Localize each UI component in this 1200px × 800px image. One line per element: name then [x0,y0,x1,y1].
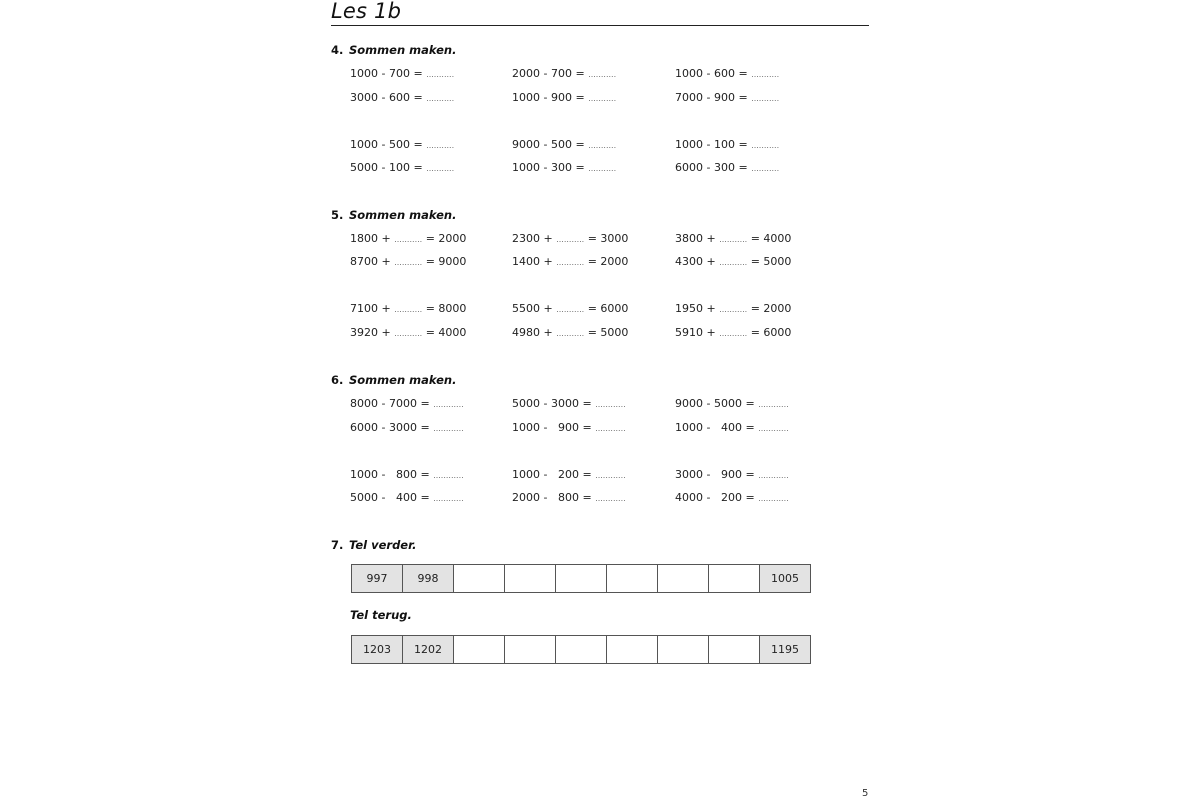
problem-text: 5910 + [675,326,720,339]
answer-blank[interactable]: ........... [556,235,585,244]
problem-result: = 2000 [422,232,467,245]
exercise-6-problem [675,396,789,412]
problem-text: 1000 - 800 = [350,468,434,481]
problem-text: 9000 - 500 = [512,138,589,151]
problem-text: 5000 - 100 = [350,161,427,174]
exercise-5-problem [512,301,628,317]
problem-text: 4980 + [512,326,557,339]
problem-text: 4300 + [675,255,720,268]
problem-text: 1000 - 900 = [512,91,589,104]
problem-text: 6000 - 300 = [675,161,752,174]
answer-blank[interactable]: ........... [426,94,455,103]
problem-result: = 2000 [584,255,629,268]
answer-blank[interactable]: ........... [719,258,748,267]
page-number: 5 [862,788,869,799]
exercise-5-problem [675,301,791,317]
count-forward-row [351,564,817,593]
answer-blank[interactable]: ........... [588,141,617,150]
exercise-6-problem [512,396,626,412]
exercise-4-problem [350,90,454,106]
count-cell-blank[interactable] [708,564,760,593]
exercise-4-problem [350,66,454,82]
answer-blank[interactable]: ........... [556,329,585,338]
answer-blank[interactable]: ........... [394,258,423,267]
problem-text: 1000 - 600 = [675,67,752,80]
answer-blank[interactable]: ........... [426,141,455,150]
exercise-title: Sommen maken. [349,43,457,57]
answer-blank[interactable]: ............ [433,424,464,433]
exercise-5-problem [350,254,466,270]
count-cell: 1203 [351,635,403,664]
problem-result: = 2000 [747,302,792,315]
problem-text: 2000 - 800 = [512,491,596,504]
problem-text: 1950 + [675,302,720,315]
count-cell-blank[interactable] [657,635,709,664]
exercise-number: 5. [331,208,344,222]
problem-text: 1000 - 500 = [350,138,427,151]
problem-text: 3000 - 600 = [350,91,427,104]
answer-blank[interactable]: ........... [556,305,585,314]
problem-result: = 5000 [747,255,792,268]
exercise-number: 4. [331,43,344,57]
count-cell: 1005 [759,564,811,593]
count-backward-row [351,635,817,664]
answer-blank[interactable]: ........... [751,94,780,103]
exercise-title: Sommen maken. [349,208,457,222]
exercise-4-problem [350,160,454,176]
answer-blank[interactable]: ............ [433,494,464,503]
exercise-4-problem [675,137,779,153]
problem-text: 9000 - 5000 = [675,397,759,410]
exercise-7-subheading: Tel terug. [350,608,412,622]
problem-result: = 8000 [422,302,467,315]
answer-blank[interactable]: ............ [595,471,626,480]
count-cell-blank[interactable] [453,564,505,593]
problem-text: 2300 + [512,232,557,245]
problem-text: 8700 + [350,255,395,268]
exercise-5-problem [512,231,628,247]
problem-text: 6000 - 3000 = [350,421,434,434]
page-title: Les 1b [331,0,402,23]
problem-result: = 6000 [584,302,629,315]
count-cell-blank[interactable] [606,635,658,664]
answer-blank[interactable]: ............ [758,424,789,433]
answer-blank[interactable]: ........... [394,329,423,338]
exercise-6-heading [331,372,456,388]
problem-result: = 6000 [747,326,792,339]
answer-blank[interactable]: ........... [394,305,423,314]
count-cell-blank[interactable] [453,635,505,664]
exercise-5-problem [350,231,466,247]
exercise-4-heading [331,42,456,58]
exercise-5-problem [350,325,466,341]
problem-result: = 4000 [747,232,792,245]
exercise-6-problem [350,420,464,436]
count-cell-blank[interactable] [606,564,658,593]
answer-blank[interactable]: ............ [595,494,626,503]
answer-blank[interactable]: ........... [426,70,455,79]
exercise-number: 7. [331,538,344,552]
problem-result: = 5000 [584,326,629,339]
answer-blank[interactable]: ............ [758,400,789,409]
exercise-4-problem [512,90,616,106]
exercise-5-problem [350,301,466,317]
count-cell-blank[interactable] [504,635,556,664]
answer-blank[interactable]: ........... [751,70,780,79]
problem-text: 3000 - 900 = [675,468,759,481]
answer-blank[interactable]: ........... [588,164,617,173]
problem-text: 1000 - 300 = [512,161,589,174]
problem-text: 7000 - 900 = [675,91,752,104]
exercise-title: Tel verder. [349,538,417,552]
problem-text: 3920 + [350,326,395,339]
problem-text: 5000 - 3000 = [512,397,596,410]
problem-text: 3800 + [675,232,720,245]
answer-blank[interactable]: ........... [588,94,617,103]
count-cell-blank[interactable] [708,635,760,664]
exercise-4-problem [512,160,616,176]
exercise-6-problem [512,490,626,506]
answer-blank[interactable]: ............ [433,471,464,480]
exercise-4-problem [512,66,616,82]
problem-text: 2000 - 700 = [512,67,589,80]
answer-blank[interactable]: ........... [719,329,748,338]
count-cell-blank[interactable] [504,564,556,593]
exercise-5-problem [512,254,628,270]
answer-blank[interactable]: ........... [719,235,748,244]
problem-text: 1000 - 700 = [350,67,427,80]
answer-blank[interactable]: ............ [433,400,464,409]
problem-text: 5000 - 400 = [350,491,434,504]
answer-blank[interactable]: ........... [588,70,617,79]
answer-blank[interactable]: ........... [426,164,455,173]
exercise-6-problem [675,467,789,483]
exercise-5-problem [675,254,791,270]
answer-blank[interactable]: ............ [595,424,626,433]
exercise-5-problem [675,231,791,247]
exercise-6-problem [350,490,464,506]
exercise-4-problem [675,160,779,176]
exercise-title: Sommen maken. [349,373,457,387]
problem-text: 4000 - 200 = [675,491,759,504]
exercise-7-heading [331,537,417,553]
exercise-6-problem [675,490,789,506]
exercise-4-problem [675,90,779,106]
exercise-5-problem [675,325,791,341]
problem-text: 5500 + [512,302,557,315]
exercise-6-problem [512,420,626,436]
answer-blank[interactable]: ............ [758,494,789,503]
page-header [331,0,869,26]
exercise-5-problem [512,325,628,341]
count-cell: 997 [351,564,403,593]
exercise-6-problem [350,396,464,412]
exercise-4-problem [350,137,454,153]
problem-text: 1800 + [350,232,395,245]
problem-text: 1000 - 100 = [675,138,752,151]
problem-result: = 3000 [584,232,629,245]
problem-result: = 9000 [422,255,467,268]
problem-text: 1000 - 900 = [512,421,596,434]
count-cell-blank[interactable] [555,564,607,593]
problem-text: 1000 - 400 = [675,421,759,434]
count-cell: 1202 [402,635,454,664]
exercise-number: 6. [331,373,344,387]
exercise-4-problem [675,66,779,82]
answer-blank[interactable]: ........... [751,164,780,173]
problem-text: 1400 + [512,255,557,268]
count-cell-blank[interactable] [555,635,607,664]
problem-text: 1000 - 200 = [512,468,596,481]
problem-text: 7100 + [350,302,395,315]
answer-blank[interactable]: ........... [719,305,748,314]
answer-blank[interactable]: ............ [758,471,789,480]
exercise-5-heading [331,207,456,223]
problem-result: = 4000 [422,326,467,339]
problem-text: 8000 - 7000 = [350,397,434,410]
count-cell-blank[interactable] [657,564,709,593]
answer-blank[interactable]: ............ [595,400,626,409]
count-cell: 1195 [759,635,811,664]
exercise-6-problem [512,467,626,483]
exercise-4-problem [512,137,616,153]
answer-blank[interactable]: ........... [751,141,780,150]
answer-blank[interactable]: ........... [556,258,585,267]
exercise-6-problem [675,420,789,436]
count-cell: 998 [402,564,454,593]
exercise-6-problem [350,467,464,483]
answer-blank[interactable]: ........... [394,235,423,244]
